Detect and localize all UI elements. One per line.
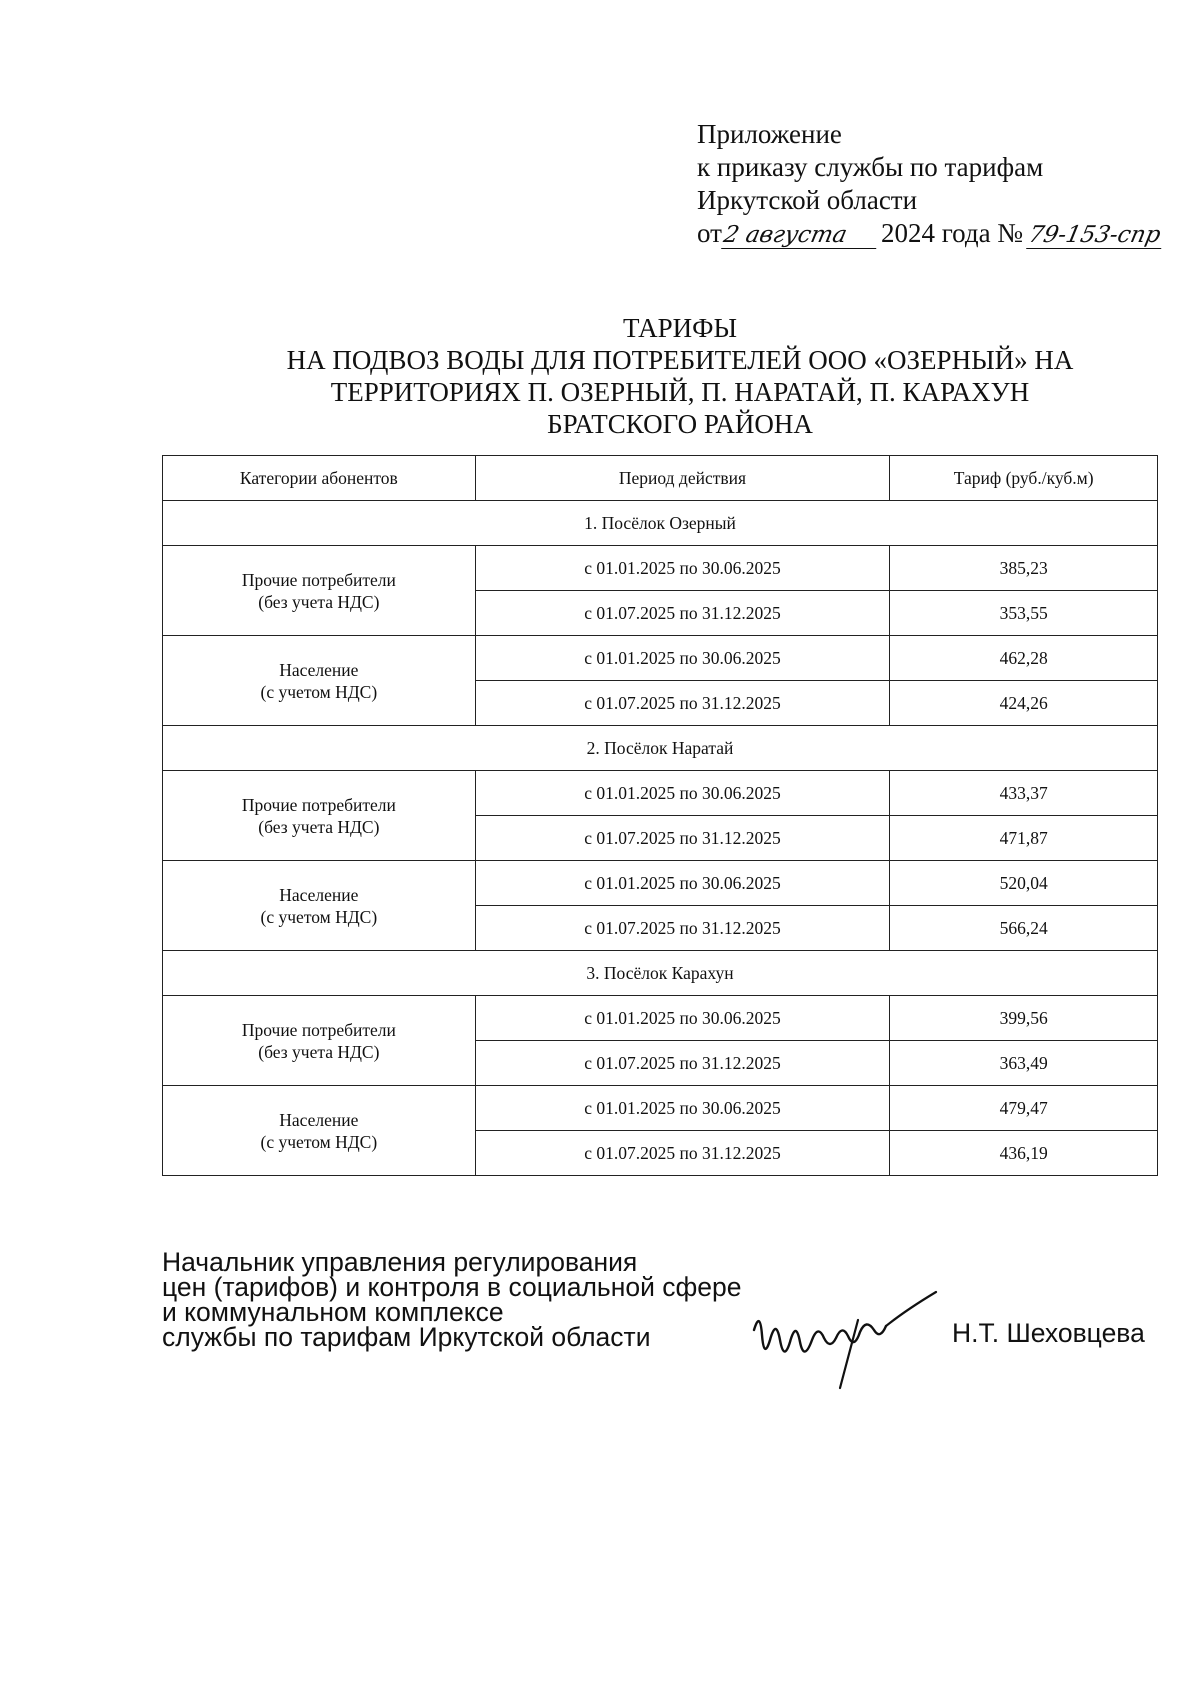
tariff-cell: 462,28 (890, 636, 1158, 681)
period-cell: с 01.07.2025 по 31.12.2025 (475, 681, 890, 726)
position-line-4: службы по тарифам Иркутской области (162, 1322, 651, 1352)
category-vat-note: (с учетом НДС) (260, 681, 378, 702)
title-line-2: НА ПОДВОЗ ВОДЫ ДЛЯ ПОТРЕБИТЕЛЕЙ ООО «ОЗЕРНЫЙ» НА (286, 345, 1074, 375)
section-title: 2. Посёлок Наратай (163, 726, 1158, 771)
category-cell (163, 771, 476, 861)
title-line-4: БРАТСКОГО РАЙОНА (547, 409, 813, 439)
category-cell (163, 996, 476, 1086)
header-period: Период действия (475, 456, 890, 501)
category-name: Население (279, 659, 359, 680)
tariff-table (162, 455, 1158, 1176)
period-cell: с 01.01.2025 по 30.06.2025 (475, 1086, 890, 1131)
table-row (163, 546, 1158, 591)
handwritten-order-number: 79-153-спр (1026, 222, 1167, 249)
tariff-cell: 520,04 (890, 861, 1158, 906)
period-cell: с 01.07.2025 по 31.12.2025 (475, 591, 890, 636)
category-vat-note: (без учета НДС) (258, 591, 380, 612)
category-name: Прочие потребители (241, 569, 396, 590)
category-vat-note: (без учета НДС) (258, 1041, 380, 1062)
position-line-3: и коммунальном комплексе (162, 1297, 504, 1327)
tariff-cell: 566,24 (890, 906, 1158, 951)
title-line-3: ТЕРРИТОРИЯХ П. ОЗЕРНЫЙ, П. НАРАТАЙ, П. КАРАХУН (330, 377, 1030, 407)
period-cell: с 01.07.2025 по 31.12.2025 (475, 816, 890, 861)
category-name: Прочие потребители (241, 1019, 396, 1040)
period-cell: с 01.01.2025 по 30.06.2025 (475, 771, 890, 816)
table-row (163, 771, 1158, 816)
category-name: Прочие потребители (241, 794, 396, 815)
period-cell: с 01.01.2025 по 30.06.2025 (475, 996, 890, 1041)
category-cell (163, 1086, 476, 1176)
period-cell: с 01.07.2025 по 31.12.2025 (475, 1131, 890, 1176)
category-vat-note: (с учетом НДС) (260, 906, 378, 927)
table-header-row (163, 456, 1158, 501)
appendix-date-line (697, 217, 1164, 250)
header-tariff: Тариф (руб./куб.м) (890, 456, 1158, 501)
period-cell: с 01.01.2025 по 30.06.2025 (475, 861, 890, 906)
tariff-cell: 399,56 (890, 996, 1158, 1041)
period-cell: с 01.07.2025 по 31.12.2025 (475, 906, 890, 951)
section-row (163, 726, 1158, 771)
table-row (163, 1086, 1158, 1131)
appendix-date-prefix: от (697, 218, 722, 248)
handwritten-signature-icon (740, 1280, 960, 1390)
table-row (163, 996, 1158, 1041)
category-vat-note: (без учета НДС) (258, 816, 380, 837)
tariff-cell: 471,87 (890, 816, 1158, 861)
header-category: Категории абонентов (163, 456, 476, 501)
category-name: Население (279, 1109, 359, 1130)
tariff-cell: 353,55 (890, 591, 1158, 636)
period-cell: с 01.01.2025 по 30.06.2025 (475, 546, 890, 591)
handwritten-date: 2 августа (721, 222, 882, 249)
tariff-cell: 363,49 (890, 1041, 1158, 1086)
section-row (163, 951, 1158, 996)
category-vat-note: (с учетом НДС) (260, 1131, 378, 1152)
section-title: 1. Посёлок Озерный (163, 501, 1158, 546)
position-line-2: цен (тарифов) и контроля в социальной сфере (162, 1272, 742, 1302)
title-line-1: ТАРИФЫ (622, 313, 738, 343)
signer-name: Н.Т. Шеховцева (952, 1318, 1145, 1348)
section-title: 3. Посёлок Карахун (163, 951, 1158, 996)
tariff-cell: 436,19 (890, 1131, 1158, 1176)
table-row (163, 636, 1158, 681)
category-cell (163, 546, 476, 636)
tariff-cell: 385,23 (890, 546, 1158, 591)
section-row (163, 501, 1158, 546)
category-cell (163, 861, 476, 951)
tariff-cell: 479,47 (890, 1086, 1158, 1131)
appendix-year-text: 2024 года № (880, 218, 1024, 248)
category-cell (163, 636, 476, 726)
tariff-cell: 433,37 (890, 771, 1158, 816)
appendix-line-2: к приказу службы по тарифам (697, 152, 1044, 182)
table-row (163, 861, 1158, 906)
period-cell: с 01.07.2025 по 31.12.2025 (475, 1041, 890, 1086)
document-title (160, 312, 1200, 440)
signatory-position (162, 1247, 742, 1352)
appendix-line-1: Приложение (697, 119, 842, 149)
period-cell: с 01.01.2025 по 30.06.2025 (475, 636, 890, 681)
appendix-line-3: Иркутской области (697, 185, 918, 215)
appendix-header (697, 118, 1164, 250)
position-line-1: Начальник управления регулирования (162, 1247, 638, 1277)
tariff-cell: 424,26 (890, 681, 1158, 726)
category-name: Население (279, 884, 359, 905)
